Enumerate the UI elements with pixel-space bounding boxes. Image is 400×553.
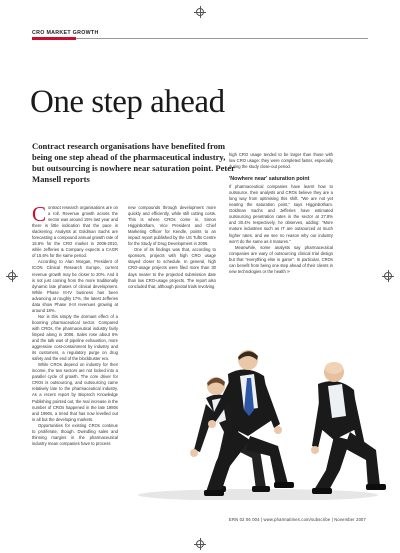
- body-paragraph: If pharmaceutical companies have learnt how to outsource, then analysts and CROs believe they are a long way from optimising this shift. "We are not yet nearing the saturation point," says Higginbotham. Goldman Sachs and Jefferies have estimated outsourcing penetration rates in the sector at 27.8% and 30.4% respectively, he observes, adding: "More mature industries such as IT are outsourced at much higher rates, and we see no reason why our industry won't do the same as it matures.": [229, 184, 333, 244]
- body-paragraph: Nor is this simply the dormant effect of a booming pharmaceutical sector. Compared with CROs, the pharmaceutical industry fairly limped along in 2006. Sales rose about 6% and the talk was of pipeline exhaustion, more aggressive cost-containment by industry and its customers, a regulatory purge on drug safety and the end of the blockbuster era.: [32, 313, 118, 362]
- body-text: ontract research organisations are on a roll. Revenue growth across the sector was around 15% last year and there is little indication that the pace is slackening. Analysts at Goldman Sachs are forecasting a compound annual growth rate of 15.6% for the CRO market in 2006-2010, while Jefferies & Company expects a CAGR of 15.6% for the same period.: [32, 205, 118, 259]
- body-paragraph: [32, 202, 118, 259]
- section-rule-accent: [32, 37, 76, 40]
- body-paragraph: Opportunities for existing CROs continue to proliferate, though. Dwindling sales and thinning margins in the pharmaceutical industry mean companies have to process: [32, 422, 118, 446]
- body-column-1: [32, 202, 118, 447]
- body-paragraph: According to Alan Morgan, President of ICON Clinical Research Europe, current revenue growth may be closer to 20%. And it is not just coming from the more traditionally dynamic late phases of clinical development. While Phase III-IV business has been advancing at roughly 17%, the latest Jefferies data show Phase II-III revenues growing at around 18%.: [32, 259, 118, 313]
- right-runner-figure: [311, 362, 386, 494]
- body-paragraph: While CROs depend on industry for their income, the two sectors are not locked into a parallel cycle of growth. The core driver for CROs is outsourcing, and outsourcing came relatively late to the pharmaceutical industry. As a recent report by Bioproch Knowledge Publishing pointed out, the real increase in the number of CROs happened in the late 1980s and 1990s, a trend that has now levelled out in all but the developing markets.: [32, 362, 118, 422]
- body-paragraph: new compounds through development more quickly and efficiently, while still cutting costs. This is where CROs come in, Simon Higginbotham, Vice President and Chief Marketing Officer for Kendle, points to an impact report published by the US Tufts Centre for the Study of Drug Development in 2006.: [128, 205, 216, 247]
- headline: One step ahead: [30, 84, 225, 120]
- registration-mark-top: [196, 8, 204, 16]
- body-paragraph: [229, 245, 333, 275]
- body-text: Meanwhile, some analysts say pharmaceutical companies are wary of outsourcing clinical trial design but that "everything else is game". In particular, CROs can benefit from being one step ahead of their clients in new technologies or the health: [229, 244, 333, 274]
- standfirst: Contract research organisations have benefited from being one step ahead of the pharmaceutical industry, but outsourcing is nowhere near saturation point. Peter Mansell reports: [32, 141, 235, 184]
- subhead: 'Nowhere near' saturation point: [229, 176, 310, 183]
- runners-photo: [128, 300, 398, 500]
- registration-mark-left: [8, 272, 16, 280]
- section-label: CRO MARKET GROWTH: [32, 30, 99, 36]
- section-rule: [32, 38, 368, 39]
- body-column-3: [229, 152, 333, 275]
- page-footer: ERN 02 06 004 | www.pharmatimes.com/subscribe | November 2007: [229, 517, 366, 522]
- body-paragraph: One of its findings was that, according to sponsors, projects with high CRO usage stayed closer to schedule. In general, high CRO-usage projects were filed more than 30 days nearer to the projected submission date than low CRO-usage projects. The report also concluded that, although pivotal trials involving: [128, 247, 216, 289]
- continue-marker: »: [286, 268, 290, 275]
- body-column-2: [128, 205, 216, 290]
- drop-cap: C: [32, 202, 47, 226]
- body-paragraph: high CRO usage tended to be larger than those with low CRO usage: they were completed faster, especially during the study close-out period.: [229, 152, 333, 170]
- registration-mark-right: [384, 272, 392, 280]
- registration-mark-bottom: [196, 540, 204, 548]
